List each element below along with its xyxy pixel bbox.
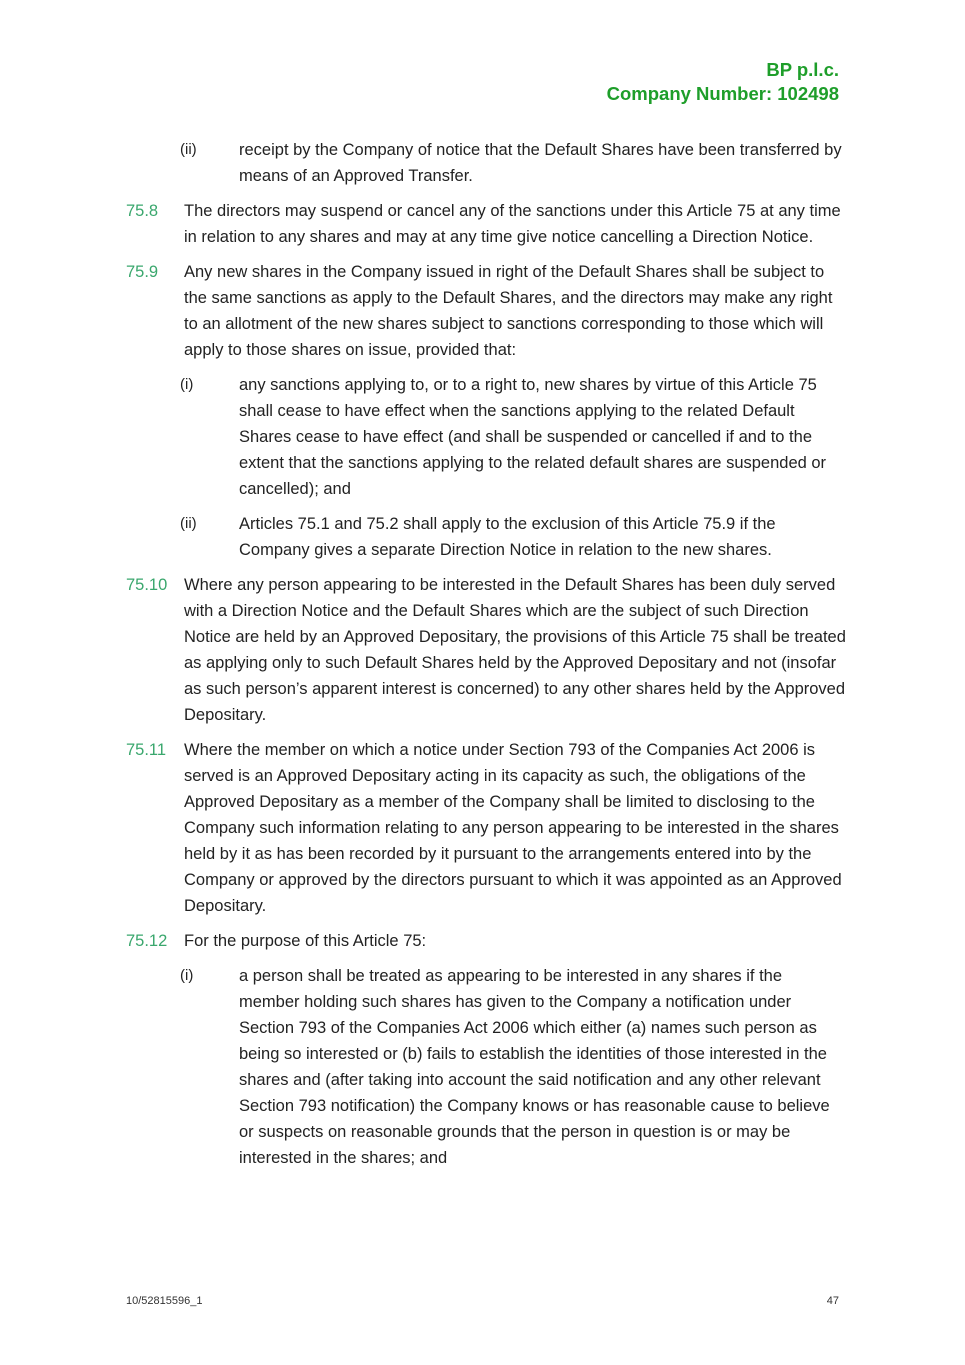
sub-clause bbox=[126, 137, 846, 189]
clause-75-10 bbox=[126, 572, 846, 728]
clause-number: 75.8 bbox=[126, 202, 159, 220]
sub-clause-text: Articles 75.1 and 75.2 shall apply to the exclusion of this Article 75.9 if the Company gives a separate Direction Notice in relation to the new shares. bbox=[239, 515, 776, 559]
clause-number: 75.11 bbox=[126, 741, 167, 759]
sub-clause-text: any sanctions applying to, or to a right to, new shares by virtue of this Article 75 shall cease to have effect when the sanctions applying to the related Default Shares cease to have effect (and shall be suspended or cancelled if and to the extent that the sanctions applying to the related default shares are suspended or cancelled); and bbox=[239, 376, 827, 498]
clause-text: Any new shares in the Company issued in right of the Default Shares shall be subject to the same sanctions as apply to the Default Shares, and the directors may make any right to an allotment of the new shares subject to sanctions corresponding to those which will apply to those shares on issue, provided that: bbox=[184, 263, 833, 359]
company-number: Company Number: 102498 bbox=[606, 83, 839, 104]
page-number: 47 bbox=[826, 1295, 839, 1307]
clause-75-9 bbox=[126, 259, 846, 363]
clause-text: For the purpose of this Article 75: bbox=[184, 932, 427, 950]
clause-75-12 bbox=[126, 928, 846, 954]
clause-text: Where the member on which a notice under Section 793 of the Companies Act 2006 is served is an Approved Depositary acting in its capacity as such, the obligations of the Approved Depositary as a member of the Company shall be limited to disclosing to the Company such information relating to any person appearing to be interested in the shares held by it as has been recorded by it pursuant to the arrangements entered into by the Company or approved by the directors pursuant to which it was appointed as an Approved Depositary. bbox=[184, 741, 842, 915]
page-header bbox=[607, 58, 839, 106]
sub-clause-number: (ii) bbox=[180, 141, 197, 158]
company-name: BP p.l.c. bbox=[766, 59, 839, 80]
clause-number: 75.9 bbox=[126, 263, 159, 281]
document-body bbox=[126, 137, 846, 1180]
sub-clause-number: (i) bbox=[180, 376, 194, 393]
sub-clause bbox=[126, 963, 846, 1171]
clause-text: The directors may suspend or cancel any of the sanctions under this Article 75 at any time in relation to any shares and may at any time give notice cancelling a Direction Notice. bbox=[184, 202, 841, 246]
sub-clause-number: (i) bbox=[180, 967, 194, 984]
clause-number: 75.12 bbox=[126, 932, 168, 950]
document-reference: 10/52815596_1 bbox=[126, 1295, 203, 1307]
sub-clause-text: receipt by the Company of notice that the Default Shares have been transferred by means of an Approved Transfer. bbox=[239, 141, 842, 185]
clause-number: 75.10 bbox=[126, 576, 168, 594]
clause-75-8 bbox=[126, 198, 846, 250]
clause-text: Where any person appearing to be interested in the Default Shares has been duly served with a Direction Notice and the Default Shares which are the subject of such Direction Notice are held by an Approved Depositary, the provisions of this Article 75 shall be treated as applying only to such Default Shares held by the Approved Depositary and not (insofar as such person’s apparent interest is concerned) to any other shares held by the Approved Depositary. bbox=[184, 576, 846, 724]
sub-clause-number: (ii) bbox=[180, 515, 197, 532]
clause-75-11 bbox=[126, 737, 846, 919]
sub-clause bbox=[126, 511, 846, 563]
sub-clause bbox=[126, 372, 846, 502]
sub-clause-text: a person shall be treated as appearing to be interested in any shares if the member holding such shares has given to the Company a notification under Section 793 of the Companies Act 2006 which either (a) names such person as being so interested or (b) fails to establish the identities of those interested in the shares and (after taking into account the said notification and any other relevant Section 793 notification) the Company knows or has reasonable cause to believe or suspects on reasonable grounds that the person in question is or may be interested in the shares; and bbox=[239, 967, 830, 1167]
